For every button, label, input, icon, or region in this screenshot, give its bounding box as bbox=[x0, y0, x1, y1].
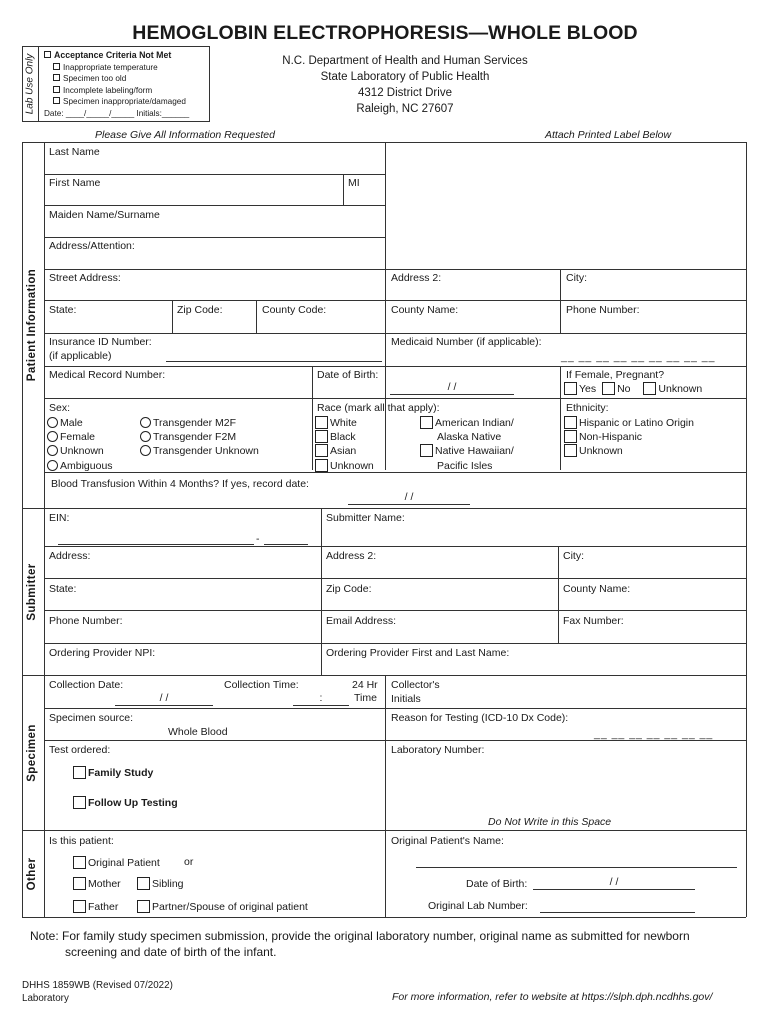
address-attention-field[interactable]: Address/Attention: bbox=[49, 240, 135, 252]
form-number: DHHS 1859WB (Revised 07/2022) bbox=[22, 980, 173, 991]
collector-label: Collector's bbox=[391, 679, 440, 691]
zip-field[interactable]: Zip Code: bbox=[177, 304, 223, 316]
orig-dob-input[interactable]: / / bbox=[533, 876, 695, 890]
ein-input-main[interactable] bbox=[58, 544, 254, 545]
sex-transgender-f2m-radio[interactable] bbox=[140, 431, 151, 442]
original-patient-option: Original Patient bbox=[73, 856, 160, 870]
criteria-label: Incomplete labeling/form bbox=[63, 85, 153, 95]
pregnant-options: Yes No Unknown bbox=[564, 382, 702, 396]
agency-line: N.C. Department of Health and Human Services bbox=[282, 55, 528, 67]
provider-name-field[interactable]: Ordering Provider First and Last Name: bbox=[326, 647, 510, 659]
submitter-state-field[interactable]: State: bbox=[49, 583, 77, 595]
sex-transgender-unknown-radio[interactable] bbox=[140, 445, 151, 456]
criteria-checkbox[interactable] bbox=[53, 74, 60, 81]
transfusion-date-input[interactable]: / / bbox=[348, 491, 470, 505]
orig-name-label: Original Patient's Name: bbox=[391, 835, 504, 847]
race-options-col2: American Indian/ Alaska Native Native Hawaiian/ Pacific Isles bbox=[420, 416, 514, 473]
race-option-label: Alaska Native bbox=[437, 431, 502, 444]
ein-label: EIN: bbox=[49, 512, 70, 524]
lab-use-side-label: Lab Use Only bbox=[22, 46, 39, 122]
state-field[interactable]: State: bbox=[49, 304, 77, 316]
sex-male-radio[interactable] bbox=[47, 417, 58, 428]
mrn-field[interactable]: Medical Record Number: bbox=[49, 369, 166, 381]
ethnicity-label: Ethnicity: bbox=[566, 402, 609, 414]
pregnant-unknown-checkbox[interactable] bbox=[643, 382, 656, 395]
ein-dash: - bbox=[256, 533, 260, 545]
partner-checkbox[interactable] bbox=[137, 900, 150, 913]
insurance-id-input[interactable] bbox=[166, 361, 382, 362]
submitter-address2-field[interactable]: Address 2: bbox=[326, 550, 377, 562]
acceptance-checkbox[interactable] bbox=[44, 51, 51, 58]
race-black-checkbox[interactable] bbox=[315, 430, 328, 443]
dob-input[interactable]: / / bbox=[390, 381, 514, 395]
or-label: or bbox=[184, 856, 194, 868]
collection-time-label: Collection Time: bbox=[224, 679, 299, 691]
collection-time-input[interactable]: : bbox=[293, 692, 349, 706]
mother-option: Mother bbox=[73, 877, 121, 891]
transfusion-label: Blood Transfusion Within 4 Months? If yes, record date: bbox=[51, 478, 309, 490]
ethnicity-non-hispanic-checkbox[interactable] bbox=[564, 430, 577, 443]
is-this-patient-label: Is this patient: bbox=[49, 835, 114, 847]
agency-address bbox=[250, 53, 560, 117]
submitter-phone-field[interactable]: Phone Number: bbox=[49, 615, 123, 627]
ein-input-suffix[interactable] bbox=[264, 544, 308, 545]
specimen-section-label: Specimen bbox=[26, 723, 38, 782]
sibling-checkbox[interactable] bbox=[137, 877, 150, 890]
website-link[interactable]: For more information, refer to website at https://slph.dph.ncdhhs.gov/ bbox=[392, 991, 713, 1003]
submitter-email-field[interactable]: Email Address: bbox=[326, 615, 397, 627]
form-footer bbox=[22, 979, 173, 1005]
submitter-county-field[interactable]: County Name: bbox=[563, 583, 631, 595]
ethnicity-unknown-checkbox[interactable] bbox=[564, 444, 577, 457]
submitter-section-label: Submitter bbox=[26, 562, 38, 621]
submitter-fax-field[interactable]: Fax Number: bbox=[563, 615, 624, 627]
insurance-id-label: Insurance ID Number: bbox=[49, 336, 152, 348]
street-address-field[interactable]: Street Address: bbox=[49, 272, 121, 284]
orig-name-input[interactable] bbox=[416, 867, 737, 868]
note-line: screening and date of birth of the infant. bbox=[65, 945, 277, 959]
mother-checkbox[interactable] bbox=[73, 877, 86, 890]
criteria-label: Specimen too old bbox=[63, 74, 127, 83]
agency-line: State Laboratory of Public Health bbox=[320, 71, 490, 83]
patient-section-label: Patient Information bbox=[26, 268, 38, 382]
reason-input[interactable]: __ __ __ __ __ __ __ bbox=[594, 728, 714, 740]
address2-field[interactable]: Address 2: bbox=[391, 272, 442, 284]
specimen-source-value: Whole Blood bbox=[168, 726, 228, 738]
family-study-option: Family Study bbox=[73, 766, 153, 780]
submitter-city-field[interactable]: City: bbox=[563, 550, 584, 562]
county-code-field[interactable]: County Code: bbox=[262, 304, 327, 316]
sex-unknown-radio[interactable] bbox=[47, 445, 58, 456]
lab-number-label: Laboratory Number: bbox=[391, 744, 485, 756]
ethnicity-options: Hispanic or Latino Origin Non-Hispanic Unknown bbox=[564, 416, 694, 459]
race-options-col1: White Black Asian Unknown bbox=[315, 416, 374, 473]
race-native-hawaiian-checkbox[interactable] bbox=[420, 444, 433, 457]
county-name-field[interactable]: County Name: bbox=[391, 304, 459, 316]
agency-line: Raleigh, NC 27607 bbox=[356, 103, 454, 115]
race-asian-checkbox[interactable] bbox=[315, 444, 328, 457]
orig-lab-number-label: Original Lab Number: bbox=[428, 900, 528, 912]
criteria-checkbox[interactable] bbox=[53, 97, 60, 104]
collection-date-input[interactable]: / / bbox=[115, 692, 213, 706]
collection-date-label: Collection Date: bbox=[49, 679, 124, 691]
partner-option: Partner/Spouse of original patient bbox=[137, 900, 308, 914]
sibling-option: Sibling bbox=[137, 877, 184, 891]
submitter-zip-field[interactable]: Zip Code: bbox=[326, 583, 372, 595]
race-unknown-checkbox[interactable] bbox=[315, 459, 328, 472]
original-patient-checkbox[interactable] bbox=[73, 856, 86, 869]
pregnant-yes-checkbox[interactable] bbox=[564, 382, 577, 395]
dob-label: Date of Birth: bbox=[317, 369, 379, 381]
agency-line: 4312 District Drive bbox=[358, 87, 452, 99]
family-study-checkbox[interactable] bbox=[73, 766, 86, 779]
race-label: Race (mark all that apply): bbox=[317, 402, 440, 414]
criteria-checkbox[interactable] bbox=[53, 86, 60, 93]
submitter-address-field[interactable]: Address: bbox=[49, 550, 91, 562]
test-ordered-label: Test ordered: bbox=[49, 744, 111, 756]
insurance-id-sublabel: (if applicable) bbox=[49, 350, 112, 362]
last-name-field[interactable]: Last Name bbox=[49, 146, 100, 158]
lab-date-initials: Date: ____/_____/_____ Initials:______ bbox=[44, 108, 190, 118]
mi-field[interactable]: MI bbox=[348, 177, 360, 189]
medicaid-input[interactable]: __ __ __ __ __ __ __ __ __ bbox=[561, 351, 716, 363]
do-not-write-note: Do Not Write in this Space bbox=[488, 816, 612, 828]
family-study-note bbox=[30, 928, 740, 960]
orig-dob-label: Date of Birth: bbox=[466, 878, 528, 890]
criteria-label: Inappropriate temperature bbox=[63, 62, 158, 72]
hr24-time-label: Time bbox=[354, 692, 377, 704]
reason-label: Reason for Testing (ICD-10 Dx Code): bbox=[391, 712, 569, 724]
criteria-checkbox[interactable] bbox=[53, 63, 60, 70]
ethnicity-hispanic-checkbox[interactable] bbox=[564, 416, 577, 429]
pregnant-label: If Female, Pregnant? bbox=[566, 369, 665, 381]
criteria-label: Specimen inappropriate/damaged bbox=[63, 97, 186, 106]
father-checkbox[interactable] bbox=[73, 900, 86, 913]
race-american-indian-checkbox[interactable] bbox=[420, 416, 433, 429]
sex-options-col2: Transgender M2F Transgender F2M Transgender Unknown bbox=[140, 416, 259, 459]
pregnant-no-checkbox[interactable] bbox=[602, 382, 615, 395]
orig-lab-number-input[interactable] bbox=[540, 912, 695, 913]
note-line: Note: For family study specimen submission, provide the original laboratory number, original name as submitted for newborn bbox=[30, 929, 690, 943]
specimen-source-label: Specimen source: bbox=[49, 712, 134, 724]
instructions-right: Attach Printed Label Below bbox=[545, 129, 672, 141]
sex-options-col1: Male Female Unknown Ambiguous bbox=[47, 416, 113, 473]
race-white-checkbox[interactable] bbox=[315, 416, 328, 429]
instructions-left: Please Give All Information Requested bbox=[95, 129, 275, 141]
provider-npi-field[interactable]: Ordering Provider NPI: bbox=[49, 647, 156, 659]
acceptance-header: Acceptance Criteria Not Met bbox=[54, 50, 172, 60]
follow-up-checkbox[interactable] bbox=[73, 796, 86, 809]
city-field[interactable]: City: bbox=[566, 272, 587, 284]
phone-field[interactable]: Phone Number: bbox=[566, 304, 640, 316]
sex-transgender-m2f-radio[interactable] bbox=[140, 417, 151, 428]
maiden-name-field[interactable]: Maiden Name/Surname bbox=[49, 209, 160, 221]
hr24-label: 24 Hr bbox=[352, 679, 378, 691]
sex-ambiguous-radio[interactable] bbox=[47, 460, 58, 471]
follow-up-option: Follow Up Testing bbox=[73, 796, 178, 810]
collector-initials-label: Initials bbox=[391, 693, 421, 705]
lab-use-criteria bbox=[44, 50, 189, 119]
other-section-label: Other bbox=[26, 857, 38, 890]
form-title: HEMOGLOBIN ELECTROPHORESIS—WHOLE BLOOD bbox=[132, 22, 638, 44]
sex-female-radio[interactable] bbox=[47, 431, 58, 442]
submitter-name-field[interactable]: Submitter Name: bbox=[326, 512, 405, 524]
medicaid-label: Medicaid Number (if applicable): bbox=[391, 336, 542, 348]
sex-label: Sex: bbox=[49, 402, 71, 414]
race-option-label: Pacific Isles bbox=[437, 459, 493, 472]
first-name-field[interactable]: First Name bbox=[49, 177, 101, 189]
department: Laboratory bbox=[22, 993, 69, 1004]
father-option: Father bbox=[73, 900, 118, 914]
